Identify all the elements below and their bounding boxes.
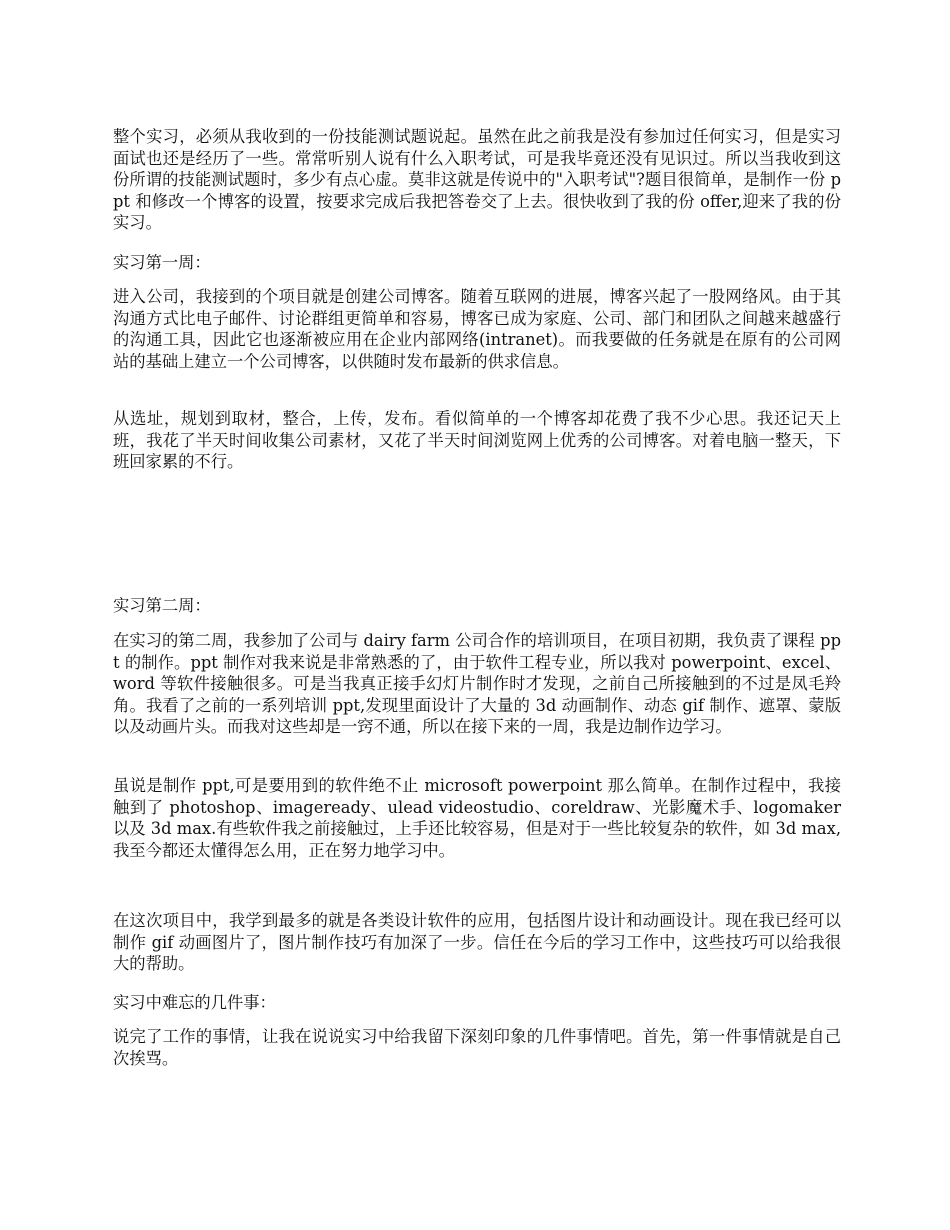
summary-paragraph: 在这次项目中，我学到最多的就是各类设计软件的应用，包括图片设计和动画设计。现在我已经可以制作 gif 动画图片了，图片制作技巧有加深了一步。信任在今后的学习工作中，这些技巧可以给我很大的帮助。 <box>113 911 841 973</box>
intro-paragraph: 整个实习，必须从我收到的一份技能测试题说起。虽然在此之前我是没有参加过任何实习，但是实习面试也还是经历了一些。常常听别人说有什么入职考试，可是我毕竟还没有见识过。所以当我收到这份所谓的技能测试题时，多少有点心虚。莫非这就是传说中的"入职考试"?题目很简单，是制作一份 ppt 和修改一个博客的设置，按要求完成后我把答卷交了上去。很快收到了我的份 offer,迎来了我的份实习。 <box>113 127 841 232</box>
week-two-paragraph-1: 在实习的第二周，我参加了公司与 dairy farm 公司合作的培训项目，在项目初期，我负责了课程 ppt 的制作。ppt 制作对我来说是非常熟悉的了，由于软件工程专业，所以我对 powerpoint、excel、word 等软件接触很多。可是当我真正接手幻灯片制作时才发现，之前自己所接触到的不过是凤毛羚角。我看了之前的一系列培训 ppt,发现里面设计了大量的 3d 动画制作、动态 gif 制作、遮罩、蒙版以及动画片头。而我对这些却是一窍不通，所以在接下来的一周，我是边制作边学习。 <box>113 631 841 736</box>
week-one-paragraph-2: 从选址，规划到取材，整合，上传，发布。看似简单的一个博客却花费了我不少心思。我还记天上班，我花了半天时间收集公司素材，又花了半天时间浏览网上优秀的公司博客。对着电脑一整天，下班回家累的不行。 <box>113 409 841 471</box>
week-two-heading: 实习第二周： <box>113 596 211 615</box>
memorable-events-heading: 实习中难忘的几件事： <box>113 993 276 1012</box>
week-two-paragraph-2: 虽说是制作 ppt,可是要用到的软件绝不止 microsoft powerpoint 那么简单。在制作过程中，我接触到了 photoshop、imageready、ulead videostudio、coreldraw、光影魔术手、logomaker 以及 3d max.有些软件我之前接触过，上手还比较容易，但是对于一些比较复杂的软件，如 3d max,我至今都还太懂得怎么用，正在努力地学习中。 <box>113 776 841 860</box>
week-one-paragraph-1: 进入公司，我接到的个项目就是创建公司博客。随着互联网的进展，博客兴起了一股网络风。由于其沟通方式比电子邮件、讨论群组更简单和容易，博客已成为家庭、公司、部门和团队之间越来越盛行的沟通工具，因此它也逐渐被应用在企业内部网络(intranet)。而我要做的任务就是在原有的公司网站的基础上建立一个公司博客，以供随时发布最新的供求信息。 <box>113 287 841 371</box>
memorable-events-paragraph: 说完了工作的事情，让我在说说实习中给我留下深刻印象的几件事情吧。首先，第一件事情就是自己次挨骂。 <box>113 1027 841 1068</box>
week-one-heading: 实习第一周： <box>113 253 211 272</box>
